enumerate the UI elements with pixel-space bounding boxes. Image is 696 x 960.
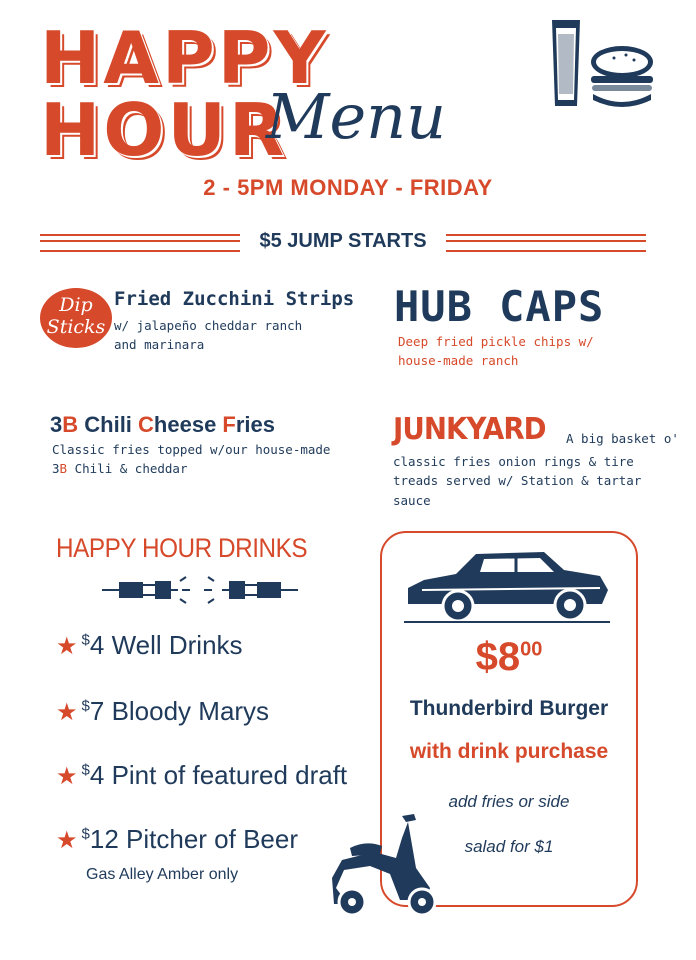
item-desc-chili-fries [52,440,352,479]
title-part: F [222,412,236,437]
promo-side-line-1: add fries or side [448,792,570,811]
item-tagline-junkyard: A big basket o' [566,431,679,446]
drink-price: 4 [89,630,105,660]
hours: 2 - 5PM MONDAY - FRIDAY [203,175,493,200]
drink-currency: $ [81,631,90,649]
item-desc-zucchini: w/ jalapeño cheddar ranch and marinara [114,318,303,353]
drink-name: Pitcher of Beer [126,824,298,854]
title-part: B [62,412,79,437]
drink-name: Well Drinks [111,630,243,660]
promo-item-name: Thunderbird Burger [409,697,609,720]
item-title-zucchini: Fried Zucchini Strips [114,288,355,310]
item-title-junkyard: JUNKYARD [393,412,546,447]
menu-subtitle: Menu [266,80,447,153]
dip-sticks-badge [40,288,112,348]
drink-note: Gas Alley Amber only [86,866,239,883]
badge-line-2: Sticks [46,316,106,338]
drink-name: Pint of featured draft [111,760,348,790]
promo-side-line-2: salad for $1 [464,837,554,856]
section-title-jump-starts: $5 JUMP STARTS [259,230,427,252]
star-icon: ★ [56,827,78,854]
item-desc-hub-caps: Deep fried pickle chips w/ house-made ranch [398,334,594,369]
title-part: C [138,412,154,437]
section-title-drinks: HAPPY HOUR DRINKS [56,533,308,563]
badge-line-1: Dip [59,294,93,316]
desc-part: Chili & cheddar [67,461,188,477]
item-desc-junkyard: classic fries onion rings & tire treads served w/ Station & tartar sauce [393,454,642,508]
scooter-icon [330,808,442,920]
drink-price: 4 [89,760,105,790]
drink-currency: $ [81,697,90,715]
star-icon: ★ [56,763,78,790]
drink-item [56,630,243,661]
promo-price [380,635,638,680]
drink-price: 12 [89,824,119,854]
desc-part: B [59,461,68,477]
drink-item [56,824,298,855]
drink-item [56,696,269,727]
drink-currency: $ [81,825,90,843]
promo-condition: with drink purchase [409,740,609,763]
item-title-hub-caps: HUB CAPS [394,282,605,331]
drink-price: 7 [89,696,105,726]
drink-currency: $ [81,761,90,779]
desc-part: 3 [52,461,60,477]
drink-item [56,760,347,791]
price-dollars: $8 [475,635,521,679]
divider-left [40,234,240,252]
title-part: ries [235,412,276,437]
item-title-chili-fries [50,412,275,438]
desc-line-1: Classic fries topped w/our house-made [52,442,331,457]
star-icon: ★ [56,699,78,726]
title-part: Chili [78,412,139,437]
title-part: heese [153,412,223,437]
divider-right [446,234,646,252]
star-icon: ★ [56,633,78,660]
drink-name: Bloody Marys [111,696,270,726]
page-title: HAPPY HOUR [40,16,329,172]
title-part: 3 [50,412,63,437]
classic-car-icon [404,542,610,628]
spark-plug-icon [100,575,300,605]
price-cents: 00 [520,638,543,661]
beer-burger-icon [546,14,656,114]
